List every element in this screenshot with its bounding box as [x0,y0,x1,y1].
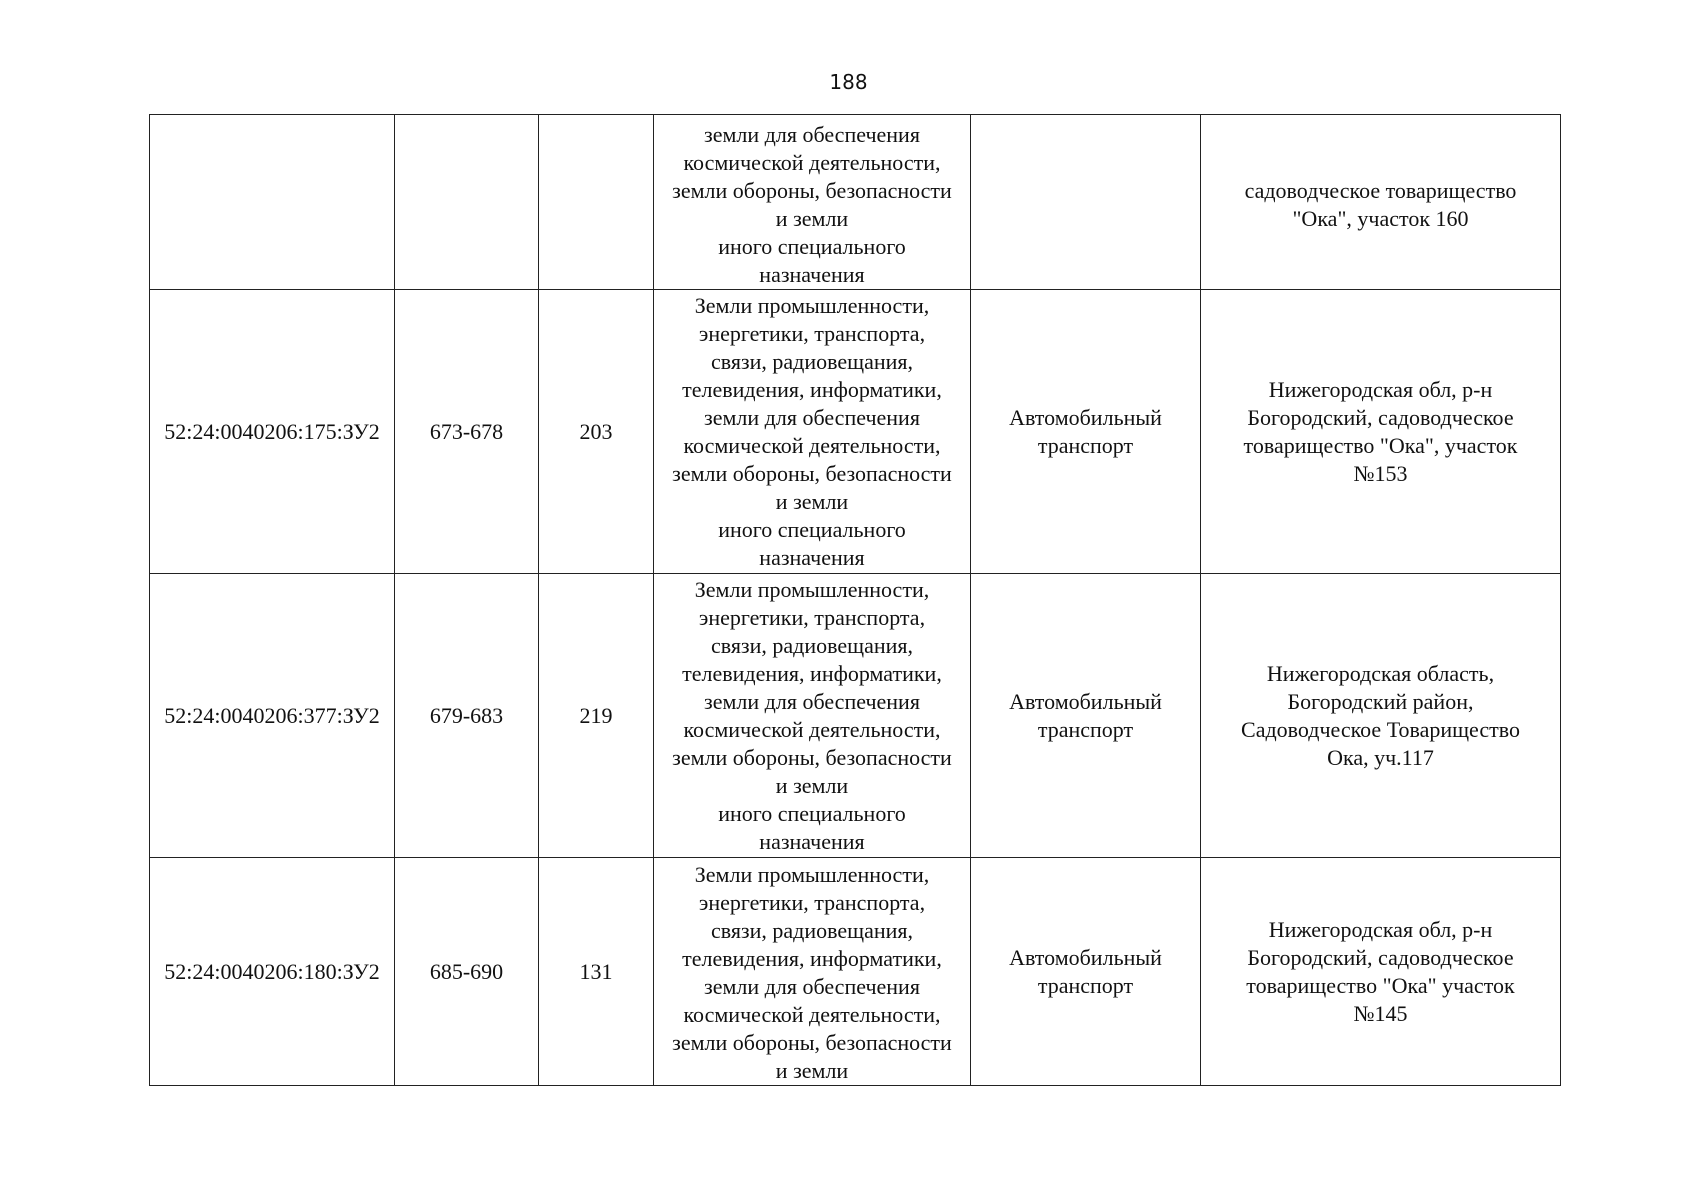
land-category-cell [654,115,971,290]
land-plots-table [149,114,1561,1086]
permitted-use-text: Автомобильный транспорт [1009,688,1162,742]
permitted-use-cell [971,858,1201,1086]
point-range-cell: 679-683 [395,574,539,858]
cadastral-number-cell: 52:24:0040206:377:ЗУ2 [150,574,395,858]
permitted-use-cell [971,290,1201,574]
address-text: Нижегородская область, Богородский район, Садоводческое Товарищество Ока, уч.117 [1241,660,1520,770]
address-text: Нижегородская обл, р-н Богородский, садоводческое товарищество "Ока", участок №153 [1243,376,1518,486]
permitted-use-cell [971,115,1201,290]
address-cell [1201,858,1561,1086]
area-cell [539,115,654,290]
cadastral-number-cell: 52:24:0040206:175:ЗУ2 [150,290,395,574]
area-cell: 203 [539,290,654,574]
land-category-cell [654,858,971,1086]
address-text: Нижегородская обл, р-н Богородский, садоводческое товарищество "Ока" участок №145 [1246,916,1515,1026]
point-range-cell: 685-690 [395,858,539,1086]
land-category-cell [654,574,971,858]
permitted-use-cell [971,574,1201,858]
table-row [150,290,1561,574]
land-category-text: Земли промышленности, энергетики, транспорта, связи, радиовещания, телевидения, информатики, земли для обеспечения космической деятельности, земли обороны, безопасности и земли [672,861,952,1083]
land-category-text: Земли промышленности, энергетики, транспорта, связи, радиовещания, телевидения, информатики, земли для обеспечения космической деятельности, земли обороны, безопасности и земли иного специального назначения [672,292,952,570]
page-number: 188 [829,70,868,94]
address-text: садоводческое товарищество "Ока", участок 160 [1244,178,1517,231]
address-cell [1201,290,1561,574]
land-category-text: земли для обеспечения космической деятельности, земли обороны, безопасности и земли иного специального назначения [672,122,952,287]
permitted-use-text: Автомобильный транспорт [1009,944,1162,998]
cadastral-number-cell [150,115,395,290]
area-cell: 131 [539,858,654,1086]
point-range-cell: 673-678 [395,290,539,574]
table-row [150,574,1561,858]
address-cell [1201,574,1561,858]
land-category-cell [654,290,971,574]
cadastral-number-cell: 52:24:0040206:180:ЗУ2 [150,858,395,1086]
table-row [150,115,1561,290]
point-range-cell [395,115,539,290]
table-row [150,858,1561,1086]
land-category-text: Земли промышленности, энергетики, транспорта, связи, радиовещания, телевидения, информатики, земли для обеспечения космической деятельности, земли обороны, безопасности и земли иного специального назначения [672,576,952,854]
permitted-use-text: Автомобильный транспорт [1009,404,1162,458]
address-cell [1201,115,1561,290]
area-cell: 219 [539,574,654,858]
